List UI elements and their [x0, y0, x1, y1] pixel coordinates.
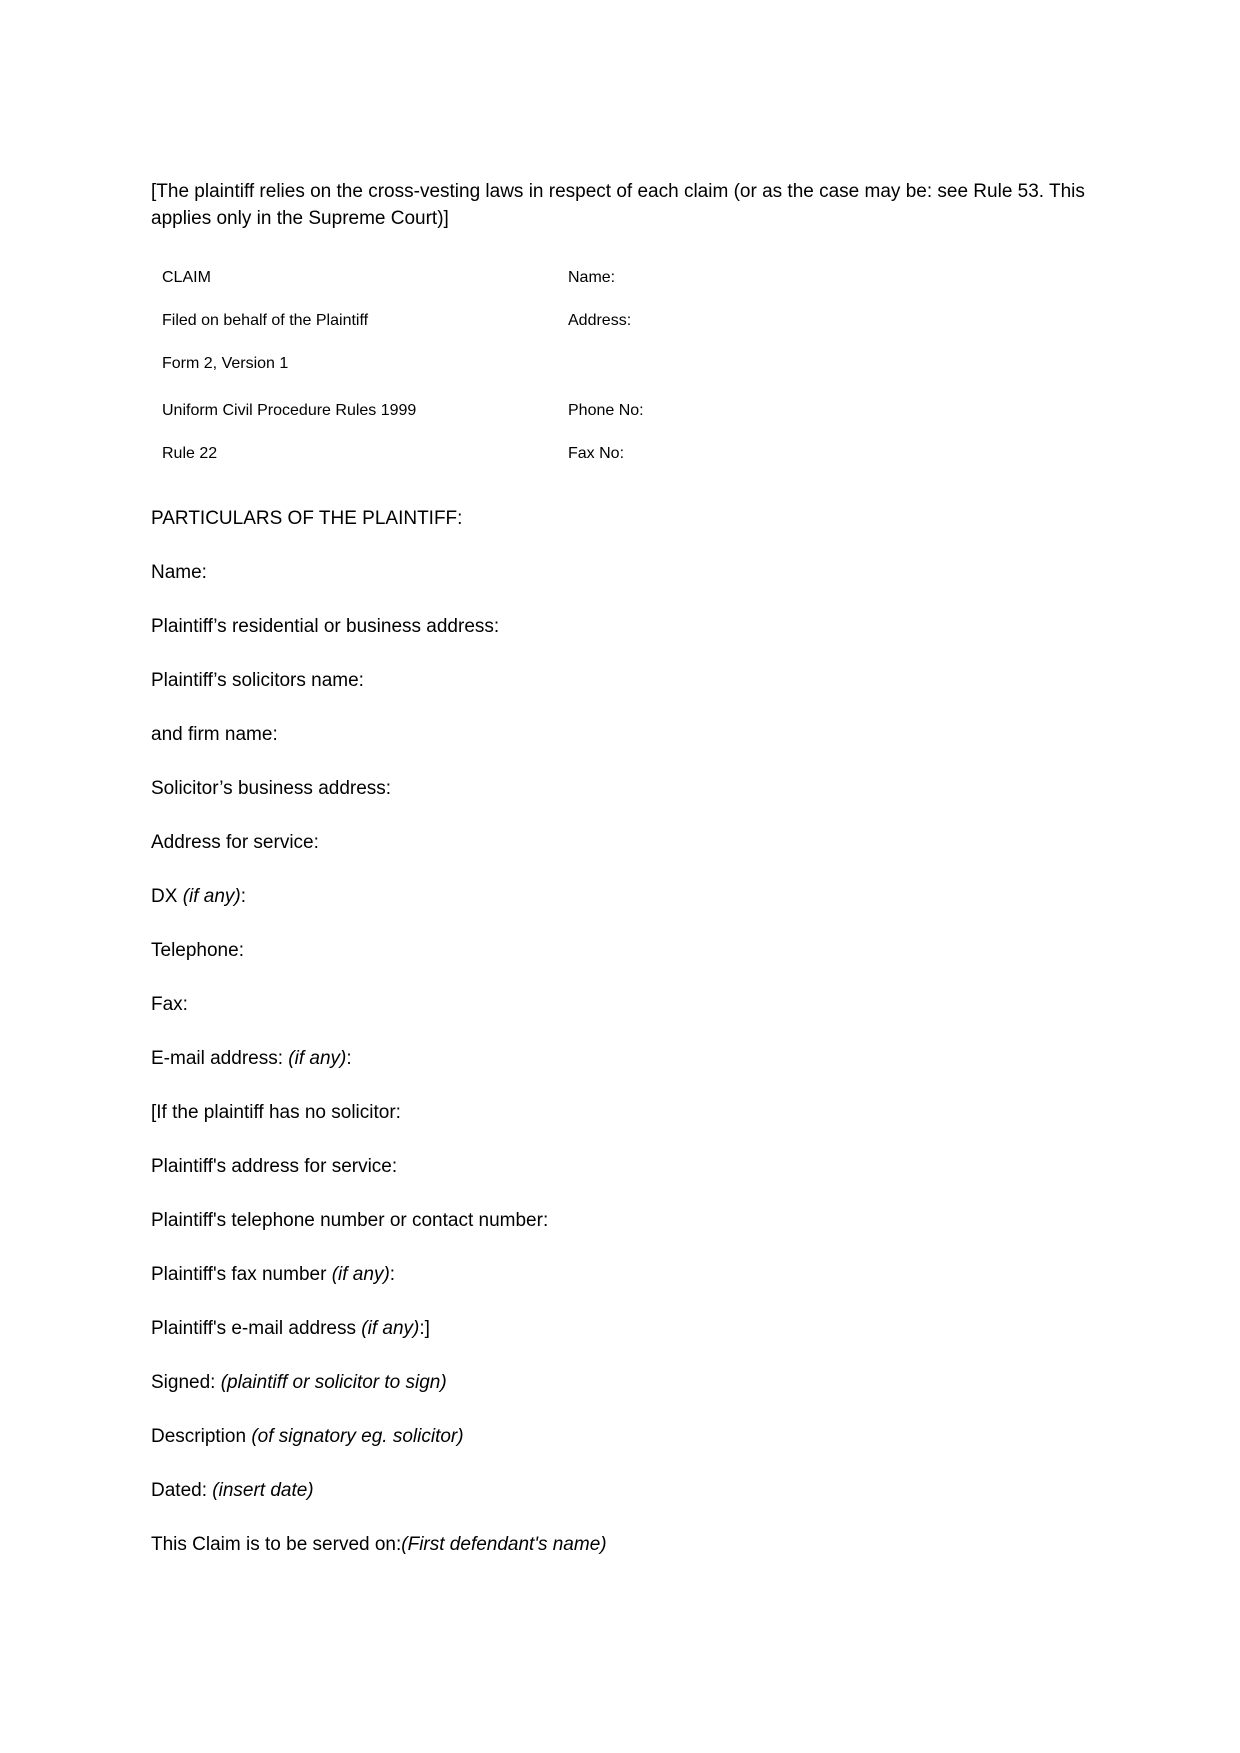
cross-vesting-note: [The plaintiff relies on the cross-vesting laws in respect of each claim (or as the case may be: see Rule 53. This applies only in the Supreme Court)]	[151, 181, 1085, 229]
email-suffix: :	[346, 1048, 352, 1069]
plaintiff-fax-label	[151, 1263, 395, 1287]
solicitor-address-label: Solicitor’s business address:	[151, 778, 392, 799]
telephone-label: Telephone:	[151, 940, 244, 961]
description-note: (of signatory eg. solicitor)	[251, 1426, 464, 1447]
plaintiff-name-label: Name:	[151, 562, 207, 583]
signed-text: Signed:	[151, 1372, 221, 1393]
email-text: E-mail address:	[151, 1048, 289, 1069]
filer-phone-label: Phone No:	[568, 402, 644, 419]
description-label	[151, 1425, 464, 1449]
plaintiff-email-suffix: :]	[419, 1318, 430, 1339]
email-label	[151, 1047, 352, 1071]
signed-label	[151, 1371, 447, 1395]
plaintiff-email-label	[151, 1317, 430, 1341]
plaintiff-fax-text: Plaintiff's fax number	[151, 1264, 332, 1285]
plaintiff-service-label: Plaintiff's address for service:	[151, 1156, 398, 1177]
filer-name-label: Name:	[568, 269, 616, 286]
dx-note: (if any)	[182, 886, 241, 907]
plaintiff-fax-suffix: :	[389, 1264, 396, 1285]
fax-label: Fax:	[151, 994, 188, 1015]
firm-name-label: and firm name:	[151, 724, 278, 745]
dated-label	[151, 1479, 314, 1503]
plaintiff-email-note: (if any)	[361, 1318, 420, 1339]
rule-number: Rule 22	[162, 445, 218, 462]
plaintiff-phone-label: Plaintiff's telephone number or contact number:	[151, 1210, 549, 1231]
dated-text: Dated:	[151, 1480, 213, 1501]
dx-suffix: :	[240, 886, 247, 907]
solicitors-name-label: Plaintiff’s solicitors name:	[151, 670, 364, 691]
address-for-service-label: Address for service:	[151, 832, 319, 853]
filer-address-label: Address:	[568, 312, 632, 329]
plaintiff-address-label: Plaintiff’s residential or business address:	[151, 616, 500, 637]
filed-on-behalf: Filed on behalf of the Plaintiff	[162, 312, 369, 329]
claim-label: CLAIM	[162, 269, 211, 286]
dx-label	[151, 885, 246, 909]
signed-note: (plaintiff or solicitor to sign)	[220, 1372, 447, 1393]
served-on-text: This Claim is to be served on:	[151, 1534, 402, 1555]
served-on-note: (First defendant's name)	[401, 1534, 607, 1555]
email-note: (if any)	[288, 1048, 347, 1069]
dx-text: DX	[151, 886, 183, 907]
rules-title: Uniform Civil Procedure Rules 1999	[162, 402, 417, 419]
plaintiff-fax-note: (if any)	[331, 1264, 390, 1285]
particulars-heading: PARTICULARS OF THE PLAINTIFF:	[151, 508, 463, 529]
plaintiff-email-text: Plaintiff's e-mail address	[151, 1318, 362, 1339]
description-text: Description	[151, 1426, 252, 1447]
form-version: Form 2, Version 1	[162, 355, 289, 372]
no-solicitor-label: [If the plaintiff has no solicitor:	[151, 1102, 401, 1123]
dated-note: (insert date)	[212, 1480, 314, 1501]
filer-fax-label: Fax No:	[568, 445, 625, 462]
served-on-label	[151, 1533, 607, 1557]
